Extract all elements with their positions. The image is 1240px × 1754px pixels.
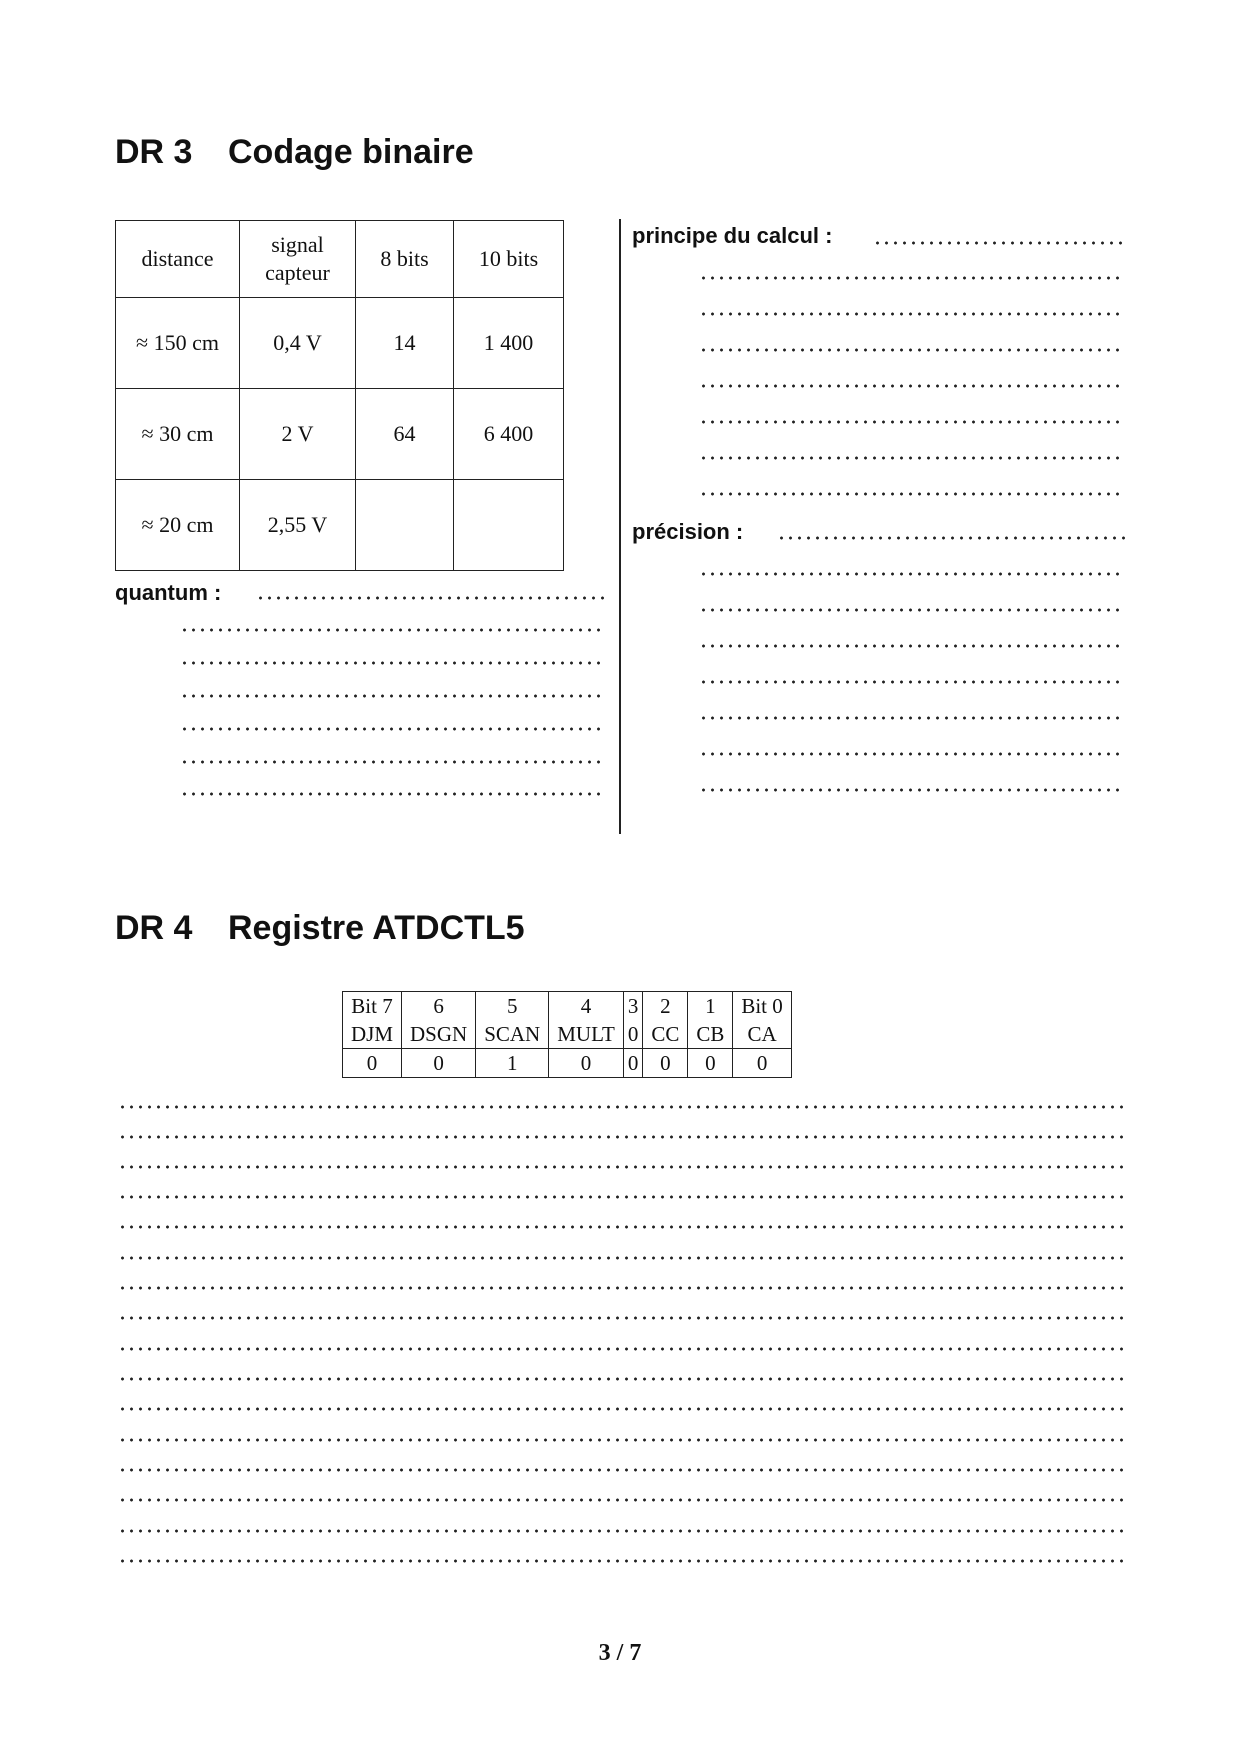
table-cell-empty[interactable]: [356, 480, 454, 571]
answer-line[interactable]: [118, 1468, 1126, 1472]
answer-line[interactable]: [118, 1407, 1126, 1411]
table-cell: 1 400: [454, 298, 564, 389]
table-cell: 0,4 V: [240, 298, 356, 389]
section-number: DR 3: [115, 133, 193, 171]
answer-line[interactable]: [180, 792, 606, 796]
answer-line[interactable]: [180, 727, 606, 731]
bit-value: 0: [623, 1049, 643, 1078]
bit-position: 6: [402, 992, 476, 1021]
answer-line[interactable]: [699, 312, 1125, 316]
table-cell-empty[interactable]: [454, 480, 564, 571]
table-row: [116, 480, 564, 571]
section-heading-dr3: [115, 132, 474, 172]
table-row: [116, 298, 564, 389]
bit-position: 5: [476, 992, 549, 1021]
bit-value: 0: [549, 1049, 624, 1078]
section-heading-dr4: [115, 908, 525, 948]
bit-name: 0: [623, 1020, 643, 1049]
bit-value: 0: [688, 1049, 733, 1078]
header-cell: distance: [116, 221, 240, 298]
section-title: Registre ATDCTL5: [228, 909, 525, 947]
quantum-label: quantum :: [115, 580, 222, 605]
bit-name: SCAN: [476, 1020, 549, 1049]
answer-line[interactable]: [699, 276, 1125, 280]
header-cell: 8 bits: [356, 221, 454, 298]
answer-line[interactable]: [699, 608, 1125, 612]
answer-line[interactable]: [118, 1438, 1126, 1442]
table-header-row: [116, 221, 564, 298]
answer-line[interactable]: [118, 1225, 1126, 1229]
answer-line[interactable]: [118, 1165, 1126, 1169]
bit-position: 4: [549, 992, 624, 1021]
bit-position: 2: [643, 992, 688, 1021]
table-cell: 64: [356, 389, 454, 480]
table-row: [116, 389, 564, 480]
bit-value: 0: [402, 1049, 476, 1078]
answer-line[interactable]: [699, 420, 1125, 424]
answer-line[interactable]: [256, 596, 606, 600]
answer-line[interactable]: [699, 492, 1125, 496]
answer-line[interactable]: [777, 536, 1125, 540]
precision-label: précision :: [632, 519, 744, 544]
answer-line[interactable]: [118, 1498, 1126, 1502]
bit-position: 3: [623, 992, 643, 1021]
answer-line[interactable]: [118, 1377, 1126, 1381]
answer-line[interactable]: [699, 348, 1125, 352]
bit-name: CA: [733, 1020, 791, 1049]
table-cell: 14: [356, 298, 454, 389]
table-cell: 2,55 V: [240, 480, 356, 571]
answer-line[interactable]: [180, 661, 606, 665]
answer-line[interactable]: [118, 1529, 1126, 1533]
answer-line[interactable]: [118, 1135, 1126, 1139]
bit-value: 1: [476, 1049, 549, 1078]
bit-name: CB: [688, 1020, 733, 1049]
bit-position-row: [343, 992, 792, 1021]
answer-line[interactable]: [699, 788, 1125, 792]
bit-position: Bit 0: [733, 992, 791, 1021]
answer-line[interactable]: [118, 1195, 1126, 1199]
table-cell: 2 V: [240, 389, 356, 480]
table-cell: 6 400: [454, 389, 564, 480]
answer-line[interactable]: [699, 572, 1125, 576]
section-number: DR 4: [115, 909, 193, 947]
answer-line[interactable]: [873, 241, 1125, 245]
bit-value-row: [343, 1049, 792, 1078]
bit-name-row: [343, 1020, 792, 1049]
header-cell: 10 bits: [454, 221, 564, 298]
bit-position: 1: [688, 992, 733, 1021]
principe-label: principe du calcul :: [632, 223, 833, 248]
answer-line[interactable]: [699, 680, 1125, 684]
bit-name: CC: [643, 1020, 688, 1049]
column-divider: [619, 219, 621, 834]
answer-line[interactable]: [699, 716, 1125, 720]
bit-name: DJM: [343, 1020, 402, 1049]
answer-line[interactable]: [180, 760, 606, 764]
answer-line[interactable]: [699, 644, 1125, 648]
answer-line[interactable]: [118, 1559, 1126, 1563]
bit-name: MULT: [549, 1020, 624, 1049]
answer-line[interactable]: [699, 384, 1125, 388]
binary-coding-table: [115, 220, 564, 571]
bit-value: 0: [643, 1049, 688, 1078]
table-cell: ≈ 30 cm: [116, 389, 240, 480]
answer-line[interactable]: [699, 456, 1125, 460]
bit-position: Bit 7: [343, 992, 402, 1021]
table-cell: ≈ 20 cm: [116, 480, 240, 571]
page-number: 3 / 7: [598, 1640, 642, 1666]
header-cell: signal capteur: [240, 221, 356, 298]
bit-value: 0: [733, 1049, 791, 1078]
answer-line[interactable]: [180, 628, 606, 632]
answer-line[interactable]: [180, 694, 606, 698]
answer-line[interactable]: [118, 1316, 1126, 1320]
answer-line[interactable]: [699, 752, 1125, 756]
answer-line[interactable]: [118, 1256, 1126, 1260]
section-title: Codage binaire: [228, 133, 474, 171]
answer-line[interactable]: [118, 1105, 1126, 1109]
table-cell: ≈ 150 cm: [116, 298, 240, 389]
bit-value: 0: [343, 1049, 402, 1078]
bit-name: DSGN: [402, 1020, 476, 1049]
register-table: [342, 991, 792, 1078]
answer-line[interactable]: [118, 1347, 1126, 1351]
answer-line[interactable]: [118, 1286, 1126, 1290]
